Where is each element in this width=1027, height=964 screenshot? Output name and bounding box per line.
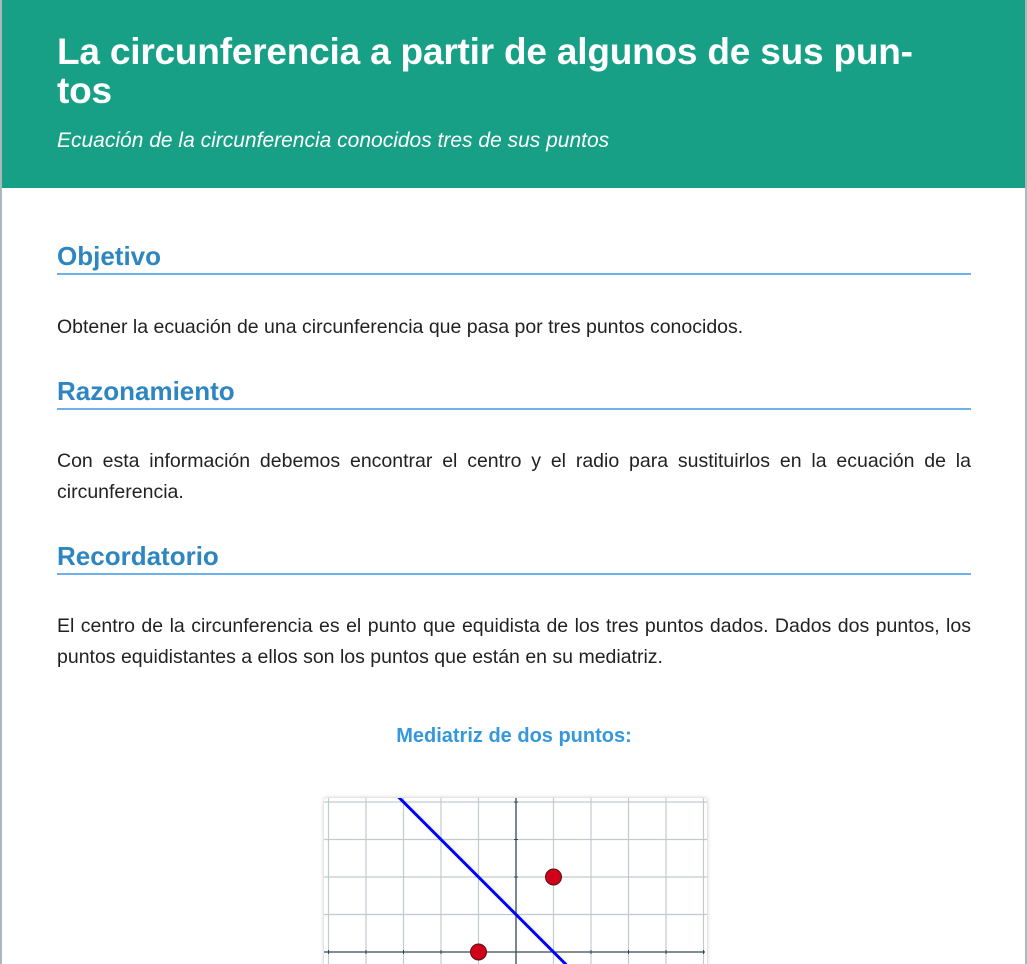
- graph-point: [471, 944, 487, 960]
- graph-point: [546, 869, 562, 885]
- section-heading: Recordatorio: [57, 541, 971, 575]
- figure-title: Mediatriz de dos puntos:: [396, 725, 632, 747]
- section-heading: Razonamiento: [57, 376, 971, 410]
- page-content: [2, 241, 1025, 748]
- axes: [324, 798, 705, 964]
- page-header: [2, 0, 1025, 188]
- section-text: El centro de la circunferencia es el punto que equidista de los tres puntos dados. Dados dos puntos, los puntos equidistantes a ellos son los puntos que están en su mediatriz.: [57, 615, 971, 668]
- section-objetivo: [57, 241, 971, 343]
- graph-applet[interactable]: [324, 798, 707, 964]
- section-recordatorio: [57, 541, 971, 673]
- graph-canvas[interactable]: [324, 798, 707, 964]
- section-razonamiento: [57, 376, 971, 508]
- section-text: Con esta información debemos encontrar el centro y el radio para sustituirlos en la ecuación de la circunferencia.: [57, 450, 971, 503]
- page-title: [57, 32, 957, 110]
- page-subtitle: Ecuación de la circunferencia conocidos tres de sus puntos: [57, 129, 610, 152]
- section-text: Obtener la ecuación de una circunferencia que pasa por tres puntos conocidos.: [57, 316, 744, 338]
- section-heading: Objetivo: [57, 241, 971, 275]
- page-title-line-1: La circunferencia a partir de algunos de sus pun-: [57, 31, 913, 72]
- page-title-line-2: tos: [57, 70, 112, 111]
